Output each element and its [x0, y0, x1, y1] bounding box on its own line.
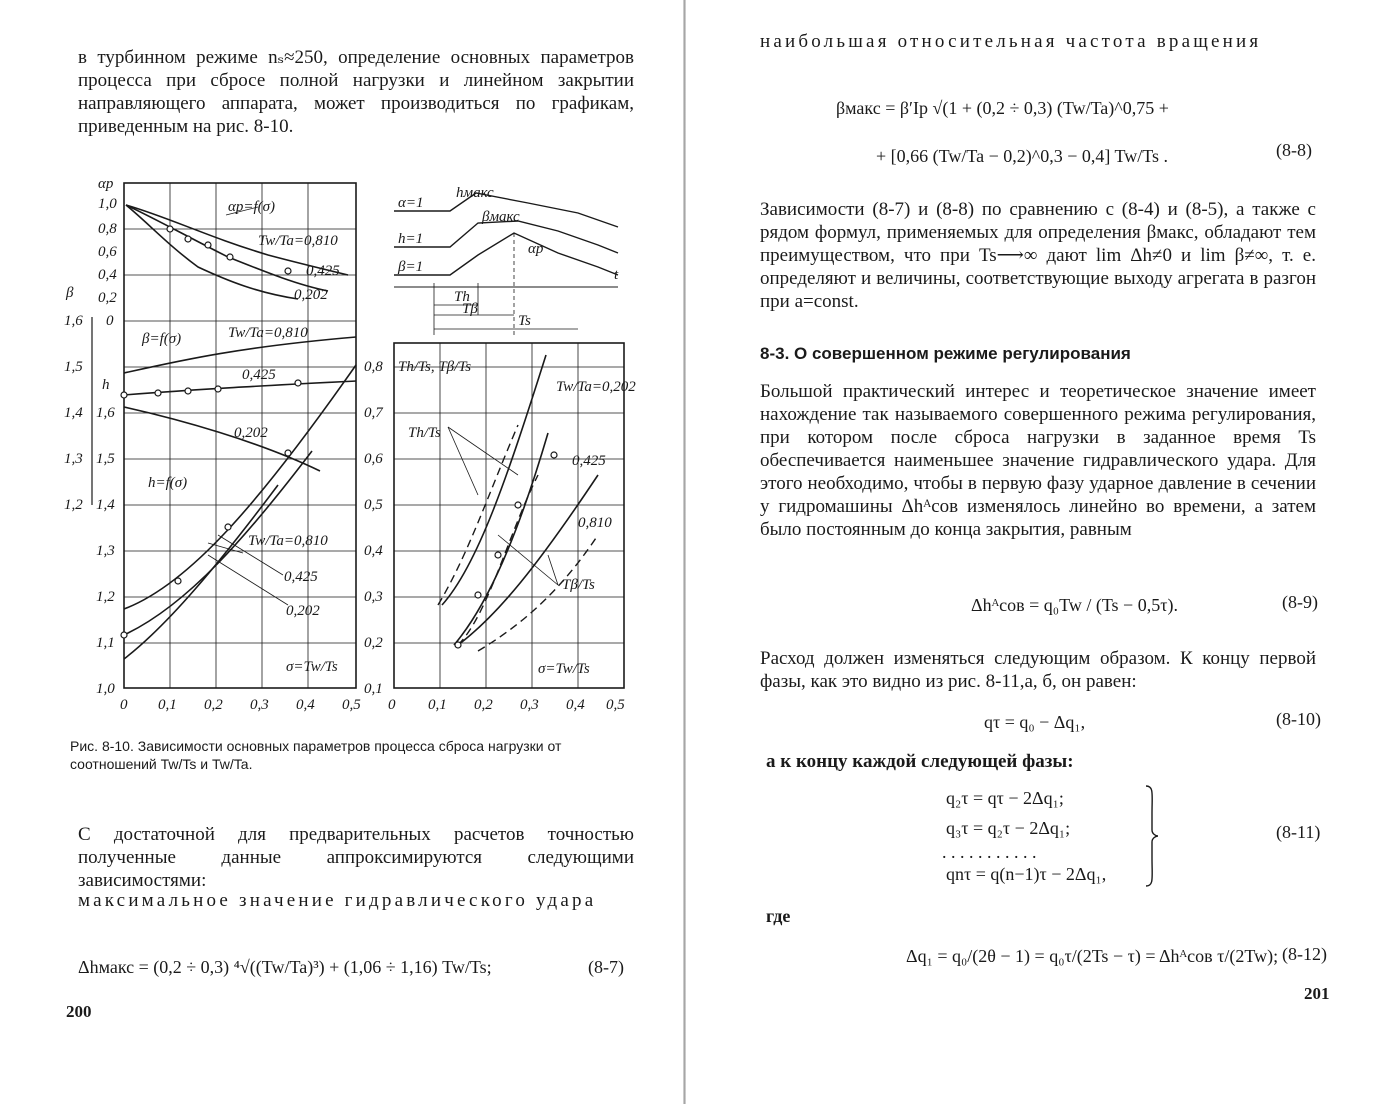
label-beta-f: β=f(σ): [142, 331, 182, 347]
x-tick-0: 0: [120, 697, 128, 713]
rb-y-tick-7: 0,2: [364, 635, 383, 651]
section-heading-8-3: 8-3. О совершенном режиме регулирования: [760, 344, 1131, 363]
alpha-axis-label: αp: [98, 176, 114, 192]
comparison-paragraph: Зависимости (8-7) и (8-8) по сравнению с (8-4) и (8-5), а также с рядом формул, применяемых для определения βмакс, обладают тем преимуществом, что при Ts⟶∞ дают lim Δh≠0 и lim β≠∞, т. е. определяют и величины, соответствующие выходу агрегата в разгон при a=const.: [760, 199, 1316, 312]
page-number-left: 200: [66, 1002, 92, 1021]
rb-y-tick-8: 0,1: [364, 681, 383, 697]
label-0425-b: 0,425: [242, 367, 276, 383]
label-sigma-left: σ=Tw/Ts: [286, 659, 338, 675]
max-frequency-paragraph: наибольшая относительная частота вращения: [760, 31, 1262, 52]
each-phase-paragraph: а к концу каждой следующей фазы:: [766, 751, 1074, 772]
h-tick-4: 1,3: [96, 543, 115, 559]
alpha-tick-5: 0,2: [98, 290, 117, 306]
x-tick-5: 0,5: [342, 697, 361, 713]
h-tick-5: 1,2: [96, 589, 115, 605]
optimal-regulation-paragraph: Большой практический интерес и теоретическое значение имеет нахождение так называемого совершенного режима регулирования, при котором после сброса нагрузки в заданное время Ts обеспечивается наименьшее значение гидравлического удара. Для этого необходимо, чтобы в первую фазу ударное давление в сечении у гидромашины Δhᴬсов изменялось линейно во времени, а затем было постоянным до конца закрытия, равным: [760, 381, 1316, 540]
system-line-1: q₂τ = qτ − 2Δq₁;: [946, 788, 1064, 808]
alpha-tick-6: 0: [106, 313, 114, 329]
system-brace: [1144, 784, 1160, 888]
figure-8-10: [58, 175, 643, 725]
intro-paragraph: в турбинном режиме nₛ≈250, определение основных параметров процесса при сбросе полной нагрузки и линейном закрытии направляющего аппарата, может производиться по графикам, приведенным на рис. 8-10.: [78, 47, 634, 137]
h-tick-6: 1,1: [96, 635, 115, 651]
label-Th: Th: [454, 289, 470, 305]
system-line-4: qnτ = q(n−1)τ − 2Δq₁,: [946, 864, 1107, 884]
formula-8-12: Δq₁ = q₀/(2θ − 1) = q₀τ/(2Ts − τ) = Δhᴬсов τ/(2Tw);: [906, 946, 1279, 966]
figure-caption: Рис. 8-10. Зависимости основных параметров процесса сброса нагрузки от соотношений Tw/Ts и Tw/Ta.: [70, 738, 562, 772]
rb-label-sigma: σ=Tw/Ts: [538, 661, 590, 677]
x-tick-3: 0,3: [250, 697, 269, 713]
h-axis-label: h: [102, 377, 110, 393]
label-Tb: Tβ: [462, 301, 478, 317]
label-alpha1: α=1: [398, 195, 424, 211]
beta-tick-4: 1,3: [64, 451, 83, 467]
beta-tick-5: 1,2: [64, 497, 83, 513]
formula-8-9: Δhᴬсов = q₀Tw / (Ts − 0,5τ).: [971, 595, 1178, 615]
rb-x-tick-0: 0: [388, 697, 396, 713]
rb-y-label: Th/Ts, Tβ/Ts: [398, 359, 472, 375]
equation-number-8-8: (8-8): [1276, 140, 1312, 160]
rb-label-th: Th/Ts: [408, 425, 441, 441]
alpha-tick-3: 0,6: [98, 244, 117, 260]
rb-label-ratio: Tw/Ta=0,202: [556, 379, 636, 395]
label-beta1: β=1: [398, 259, 424, 275]
right-page: [686, 0, 1373, 1104]
equation-number-8-10: (8-10): [1276, 709, 1321, 729]
x-tick-2: 0,2: [204, 697, 223, 713]
rb-y-tick-6: 0,3: [364, 589, 383, 605]
formula-8-8-line1: βмакс = β′Iр √(1 + (0,2 ÷ 0,3) (Tw/Ta)^0,75 +: [836, 98, 1169, 118]
label-h-f: h=f(σ): [148, 475, 188, 491]
rb-y-tick-4: 0,5: [364, 497, 383, 513]
rb-x-tick-2: 0,2: [474, 697, 493, 713]
beta-tick-2: 1,5: [64, 359, 83, 375]
equation-number-8-11: (8-11): [1276, 822, 1321, 842]
h-tick-1: 1,6: [96, 405, 115, 421]
alpha-tick-2: 0,8: [98, 221, 117, 237]
h-tick-7: 1,0: [96, 681, 115, 697]
alpha-tick-1: 1,0: [98, 196, 117, 212]
approximation-paragraph: С достаточной для предварительных расчетов точностью полученные данные аппроксимируются следующими зависимостями:: [78, 824, 634, 891]
label-ratio-bot: Tw/Ta=0,810: [248, 533, 328, 549]
flow-paragraph: Расход должен изменяться следующим образом. К концу первой фазы, как это видно из рис. 8-11,a, б, он равен:: [760, 648, 1316, 692]
beta-tick-3: 1,4: [64, 405, 83, 421]
label-0202-b: 0,202: [234, 425, 268, 441]
rb-x-tick-5: 0,5: [606, 697, 625, 713]
label-t: t: [614, 267, 619, 283]
rb-x-tick-4: 0,4: [566, 697, 585, 713]
rb-label-0425: 0,425: [572, 453, 606, 469]
rb-y-tick-1: 0,8: [364, 359, 383, 375]
rb-y-tick-5: 0,4: [364, 543, 383, 559]
system-line-2: q₃τ = q₂τ − 2Δq₁;: [946, 818, 1071, 838]
equation-number-8-12: (8-12): [1282, 944, 1327, 964]
formula-8-8-line2: + [0,66 (Tw/Ta − 0,2)^0,3 − 0,4] Tw/Ts .: [876, 146, 1168, 166]
max-hydraulic-shock-paragraph: максимальное значение гидравлического удара: [78, 890, 597, 911]
label-0425-a: 0,425: [306, 263, 340, 279]
h-tick-2: 1,5: [96, 451, 115, 467]
where-word: где: [766, 906, 791, 926]
formula-8-7: Δhмакс = (0,2 ÷ 0,3) ⁴√((Tw/Ta)³) + (1,06 ÷ 1,16) Tw/Ts;: [78, 957, 492, 977]
alpha-tick-4: 0,4: [98, 267, 117, 283]
rb-x-tick-1: 0,1: [428, 697, 447, 713]
rb-label-0810: 0,810: [578, 515, 612, 531]
equation-number-8-9: (8-9): [1282, 592, 1318, 612]
x-tick-4: 0,4: [296, 697, 315, 713]
label-betamax: βмакс: [482, 209, 520, 225]
label-hmax: hмакс: [456, 185, 494, 201]
label-ratio-top: Tw/Ta=0,810: [258, 233, 338, 249]
x-tick-1: 0,1: [158, 697, 177, 713]
beta-axis-label: β: [66, 285, 74, 301]
rb-label-tb: Tβ/Ts: [562, 577, 595, 593]
system-dots: . . . . . . . . . . .: [942, 842, 1037, 862]
label-alpha-f: αp=f(σ): [228, 199, 276, 215]
page-number-right: 201: [1304, 984, 1330, 1003]
formula-8-10: qτ = q₀ − Δq₁,: [984, 712, 1086, 732]
label-ratio-mid: Tw/Ta=0,810: [228, 325, 308, 341]
left-panel-markers: [121, 226, 301, 638]
label-0425-c: 0,425: [284, 569, 318, 585]
label-0202-c: 0,202: [286, 603, 320, 619]
left-page: [0, 0, 686, 1104]
beta-tick-1: 1,6: [64, 313, 83, 329]
label-Ts: Ts: [518, 313, 531, 329]
rb-y-tick-3: 0,6: [364, 451, 383, 467]
label-h1: h=1: [398, 231, 424, 247]
label-alphap: αp: [528, 241, 544, 257]
rb-y-tick-2: 0,7: [364, 405, 383, 421]
rb-x-tick-3: 0,3: [520, 697, 539, 713]
label-0202-a: 0,202: [294, 287, 328, 303]
equation-number-8-7: (8-7): [588, 957, 624, 977]
h-tick-3: 1,4: [96, 497, 115, 513]
